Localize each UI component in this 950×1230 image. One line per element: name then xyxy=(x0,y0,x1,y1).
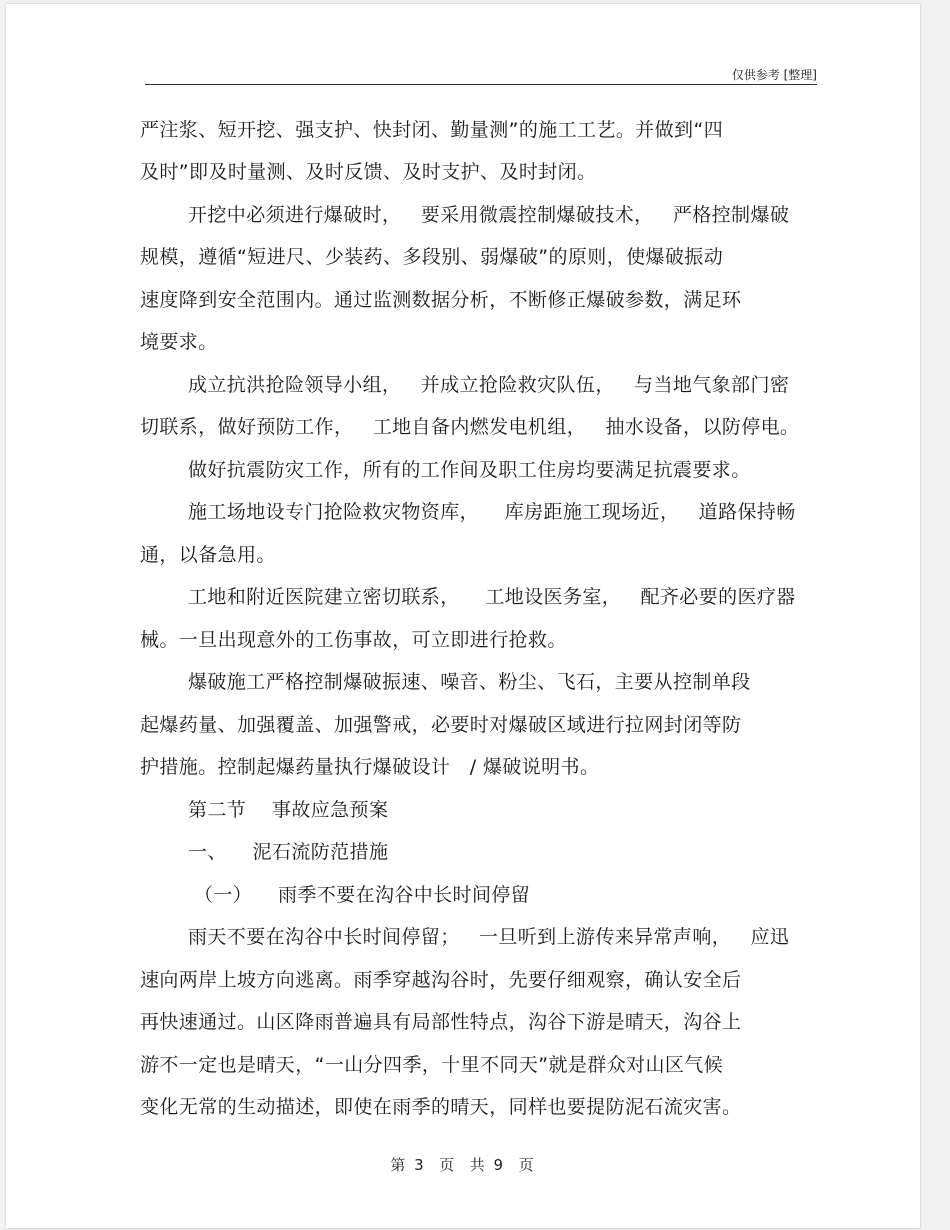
body-line-2: 及时”即及时量测、及时反馈、及时支护、及时封闭。 xyxy=(140,161,597,183)
body-line-4: 规模，遵循“短进尺、少装药、多段别、弱爆破”的原则，使爆破振动 xyxy=(140,246,724,268)
body-line-9: 做好抗震防灾工作，所有的工作间及职工住房均要满足抗震要求。 xyxy=(188,459,751,481)
body-line-3: 开挖中必须进行爆破时， 要采用微震控制爆破技术， 严格控制爆破 xyxy=(188,204,790,226)
body-line-15: 起爆药量、加强覆盖、加强警戒，必要时对爆破区域进行拉网封闭等防 xyxy=(140,714,742,736)
body-line-14: 爆破施工严格控制爆破振速、噪音、粉尘、飞石，主要从控制单段 xyxy=(188,671,751,693)
section-heading: 第二节 事故应急预案 xyxy=(188,799,389,821)
document-page xyxy=(6,4,920,1228)
header-note: 仅供参考 [整理] xyxy=(731,68,817,82)
body-line-20: 雨天不要在沟谷中长时间停留； 一旦听到上游传来异常声响， 应迅 xyxy=(188,926,790,948)
body-line-21: 速向两岸上坡方向逃离。雨季穿越沟谷时，先要仔细观察，确认安全后 xyxy=(140,969,742,991)
body-line-5: 速度降到安全范围内。通过监测数据分析，不断修正爆破参数，满足环 xyxy=(140,289,742,311)
body-line-16: 护措施。控制起爆药量执行爆破设计 / 爆破说明书。 xyxy=(140,756,600,778)
body-line-12: 工地和附近医院建立密切联系， 工地设医务室， 配齐必要的医疗器 xyxy=(188,586,796,608)
body-line-13: 械。一旦出现意外的工伤事故，可立即进行抢救。 xyxy=(140,629,567,651)
body-line-23: 游不一定也是晴天，“一山分四季，十里不同天”就是群众对山区气候 xyxy=(140,1054,724,1076)
body-line-11: 通，以备急用。 xyxy=(140,544,276,566)
body-line-1: 严注浆、短开挖、强支护、快封闭、勤量测”的施工工艺。并做到“四 xyxy=(140,119,724,141)
body-line-8: 切联系，做好预防工作， 工地自备内燃发电机组， 抽水设备，以防停电。 xyxy=(140,416,800,438)
body-line-7: 成立抗洪抢险领导小组， 并成立抢险救灾队伍， 与当地气象部门密 xyxy=(188,374,790,396)
page-number-footer: 第 3 页 共 9 页 xyxy=(390,1156,536,1174)
subsection-heading: 一、 泥石流防范措施 xyxy=(188,841,389,863)
body-line-22: 再快速通过。山区降雨普遍具有局部性特点，沟谷下游是晴天，沟谷上 xyxy=(140,1011,742,1033)
body-line-10: 施工场地设专门抢险救灾物资库， 库房距施工现场近， 道路保持畅 xyxy=(188,501,796,523)
item-heading: （一） 雨季不要在沟谷中长时间停留 xyxy=(194,884,531,906)
page-header xyxy=(145,66,817,82)
body-line-6: 境要求。 xyxy=(140,331,218,353)
header-divider xyxy=(145,84,817,85)
body-line-24: 变化无常的生动描述，即使在雨季的晴天，同样也要提防泥石流灾害。 xyxy=(140,1096,742,1118)
